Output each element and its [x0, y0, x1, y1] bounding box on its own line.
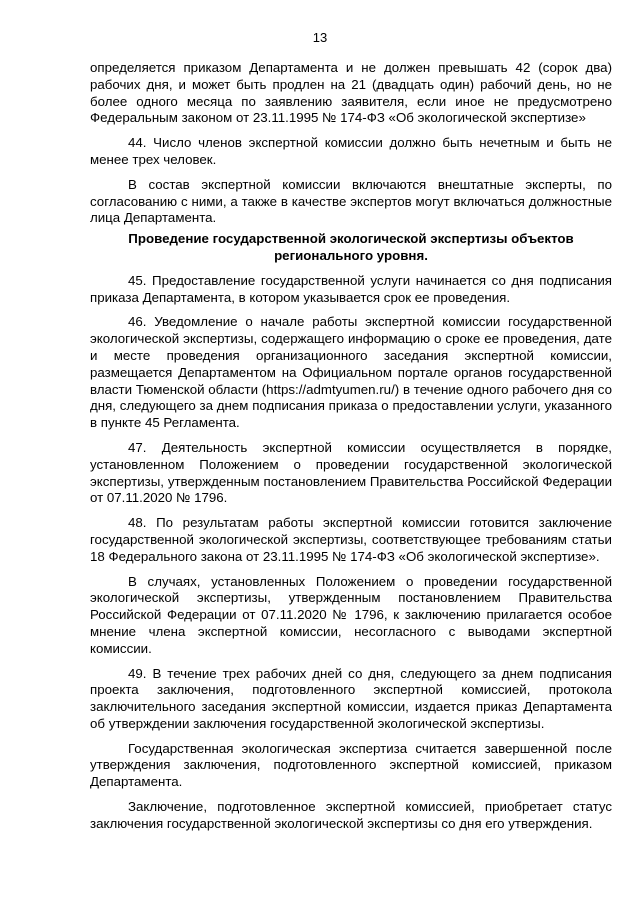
- page-number: 13: [312, 30, 328, 45]
- paragraph-45: 45. Предоставление государственной услуги начинается со дня подписания приказа Департамента, в котором указывается срок ее проведения.: [90, 272, 612, 305]
- paragraph-48: 48. По результатам работы экспертной комиссии готовится заключение государственной экологической экспертизы, соответствующее требованиям статьи 18 Федерального закона от 23.11.1995 № 174-ФЗ «Об экологической экспертизе».: [90, 515, 612, 564]
- document-body: [90, 60, 612, 841]
- paragraph-49: 49. В течение трех рабочих дней со дня, следующего за днем подписания проекта заключения, подготовленного экспертной комиссией, протокола заключительного заседания экспертной комиссии, издается приказ Департамента об утверждении заключения государственной экологической экспертизы.: [90, 665, 612, 731]
- paragraph-continuation: определяется приказом Департамента и не должен превышать 42 (сорок два) рабочих дня, и может быть продлен на 21 (двадцать один) рабочий день, но не более одного месяца по заявлению заявителя, если иное не предусмотрено Федеральным законом от 23.11.1995 № 174-ФЗ «Об экологической экспертизе»: [90, 60, 612, 126]
- paragraph-46: 46. Уведомление о начале работы экспертной комиссии государственной экологической экспертизы, содержащего информацию о сроке ее проведения, дате и месте проведения организационного заседания экспертной комиссии, размещается Департаментом на Официальном портале органов государственной власти Тюменской области (https://admtyumen.ru/) в течение одного рабочего дня со дня, следующего за днем подписания приказа о предоставлении услуги, указанного в пункте 45 Регламента.: [90, 314, 612, 431]
- paragraph-special-opinion: В случаях, установленных Положением о проведении государственной экологической экспертизы, утвержденным постановлением Правительства Российской Федерации от 07.11.2020 № 1796, к заключению прилагается особое мнение члена экспертной комиссии, несогласного с выводами экспертной комиссии.: [90, 573, 612, 656]
- paragraph-commission-composition: В состав экспертной комиссии включаются внештатные эксперты, по согласованию с ними, а также в качестве экспертов могут включаться должностные лица Департамента.: [90, 176, 612, 226]
- paragraph-conclusion-status: Заключение, подготовленное экспертной комиссией, приобретает статус заключения государственной экологической экспертизы со дня его утверждения.: [90, 799, 612, 831]
- paragraph-44: 44. Число членов экспертной комиссии должно быть нечетным и быть не менее трех человек.: [90, 135, 612, 167]
- section-title: Проведение государственной экологической экспертизы объектов регионального уровня.: [128, 231, 574, 263]
- paragraph-expertise-completed: Государственная экологическая экспертиза считается завершенной после утверждения заключения, подготовленного экспертной комиссией, приказом Департамента.: [90, 740, 612, 790]
- paragraph-47: 47. Деятельность экспертной комиссии осуществляется в порядке, установленном Положением о проведении государственной экологической экспертизы, утвержденным постановлением Правительства Российской Федерации от 07.11.2020 № 1796.: [90, 439, 612, 506]
